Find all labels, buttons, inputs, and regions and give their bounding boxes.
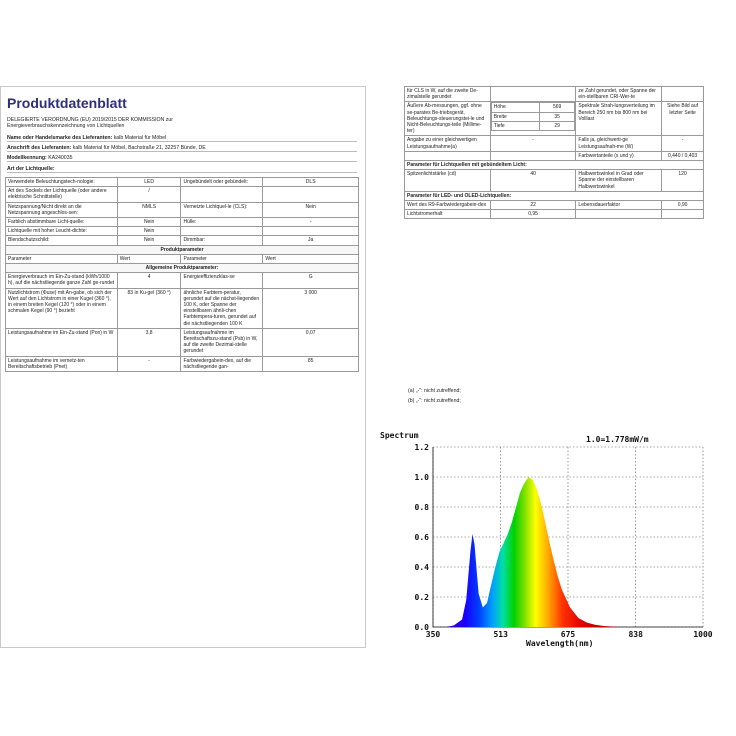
light-source-type-table [5,177,359,372]
cell-equiv-power-label: Falls ja, gleichwerti-ge Leistungsaufnah-me (W) [576,136,662,151]
cell-lumen-maint-value: 0,95 [490,210,576,219]
y-tick-label: 0.2 [414,593,429,602]
cell-equiv-power-value: - [662,136,704,151]
type-cell: Nein [117,218,181,227]
y-tick-label: 0.0 [414,623,429,632]
model-label: Modellkennung: [7,155,47,161]
supplier-row [7,135,357,142]
cell-chromaticity-label: Farbwertanteile (x und y) [576,151,662,160]
general-cell: Leistungsaufnahme im Bereitschaftszu-stand (Psb) in W, auf die zweite Dezimal-stelle gerundet [181,328,263,356]
table-row [6,273,359,288]
cell-cls-label: für CLS in W, auf die zweite De-zimalstelle gerundet [405,87,491,102]
x-tick-label: 513 [493,630,508,639]
type-cell: Dimmbar: [181,236,263,245]
type-cell: Blendschutzschild: [6,236,118,245]
general-cell: 0,07 [263,328,359,356]
dimensions-cell [490,102,576,136]
dim-depth-value: 29 [539,121,575,130]
cell-dimensions-label: Äußere Ab-messungen, ggf. ohne se-parates Be-triebsgerät, Beleuchtungs-steuerungstei-le und Nicht-Beleuchtungs-teile (Millime-ter) [405,102,491,136]
table-row [6,218,359,227]
footnote-a: (a) „-": nicht zutreffend; [408,388,461,394]
type-cell: NMLS [117,202,181,217]
general-cell: Energieeffizienzklas-se [181,273,263,288]
cell-lumen-maint-label: Lichtstromerhalt [405,210,491,219]
address-value: kalb Material für Möbel, Bachstraße 21, 32257 Bünde, DE [72,145,206,151]
type-cell [181,187,263,202]
general-cell: 3,8 [117,328,181,356]
type-cell [263,187,359,202]
general-cell: Farbwiedergabein-dex, auf die nächstliegende gan- [181,356,263,371]
type-cell [263,227,359,236]
cell-cri-label: ze Zahl gerundet, oder Spanne der ein-stellbaren CRI-Wer-te [576,87,662,102]
x-tick-label: 350 [425,630,441,639]
table-row [6,187,359,202]
cell-r9-value: 22 [490,201,576,210]
y-tick-label: 0.8 [414,503,429,512]
type-cell: Hülle: [181,218,263,227]
table-row [6,328,359,356]
general-cell: 3 000 [263,288,359,328]
address-label: Anschrift des Lieferanten: [7,145,72,151]
y-tick-label: 1.0 [414,473,429,482]
col-head-param-2: Parameter [181,254,263,263]
general-cell: G [263,273,359,288]
general-cell: 85 [263,356,359,371]
type-cell: Farblich abstimmbare Licht-quelle: [6,218,118,227]
model-value: KA240035 [48,155,73,161]
x-tick-label: 1000 [693,630,713,639]
dim-width-value: 35 [539,112,575,121]
x-axis-label: Wavelength(nm) [526,639,594,648]
spectrum-chart [376,420,736,650]
x-tick-label: 675 [560,630,576,639]
type-cell: Verwendete Beleuchtungstech-nologie: [6,178,118,187]
cell-beam-angle-label: Halbwertswinkel in Grad oder Spanne der einstellbaren Halbwertswinkel [576,170,662,192]
type-cell: Ungebündelt oder gebündelt: [181,178,263,187]
type-cell: DLS [263,178,359,187]
product-params-head: Produktparameter [6,245,359,254]
type-cell: Lichtquelle mit hoher Leucht-dichte: [6,227,118,236]
col-head-param-1: Parameter [6,254,118,263]
spectrum-area [445,477,619,627]
page-title: Produktdatenblatt [7,95,127,111]
type-cell: Nein [263,202,359,217]
cell-chromaticity-value: 0,440 / 0,403 [662,151,704,160]
cell-equiv-value: - [490,136,576,151]
general-cell: 4 [117,273,181,288]
table-row [6,178,359,187]
general-cell: Nutzlichtstrom (Φuse) mit An-gabe, ob sich der Wert auf den Lichtstrom in einer Kugel (360 °), in einem breiten Kegel (120 °) oder in einem schmalen Kegel (90 °) bezieht [6,288,118,328]
dim-depth-label: Tiefe [491,121,539,130]
dim-width-label: Breite [491,112,539,121]
cell-beam-angle-value: 120 [662,170,704,192]
supplier-value: kalb Material für Möbel [113,135,167,141]
led-head: Parameter für LED- und OLED-Lichtquellen: [405,191,704,200]
cell-lifetime-label: Lebensdauerfaktor [576,201,662,210]
general-cell: Leistungsaufnahme im vernetz-ten Bereitschaftsbetrieb (Pnet) [6,356,118,371]
address-row [7,145,357,152]
y-tick-label: 1.2 [414,443,429,452]
table-row [6,356,359,371]
chart-title: Spectrum [380,431,419,440]
type-cell: LED [117,178,181,187]
datasheet-page-left [0,86,366,648]
y-tick-label: 0.4 [414,563,429,572]
dim-height-label: Höhe [491,103,539,112]
general-cell: Energieverbrauch im Ein-Zu-stand (kWh/1000 h), auf die nächstliegende ganze Zahl ge-rundet [6,273,118,288]
spectrum-chart-svg [376,420,736,650]
cell-spectral-value: Siehe Bild auf letzter Seite [662,102,704,136]
col-head-wert-2: Wert [263,254,359,263]
general-params-head: Allgemeine Produktparameter: [6,264,359,273]
type-cell: / [117,187,181,202]
type-cell [181,227,263,236]
supplier-label: Name oder Handelsmarke des Lieferanten: [7,135,113,141]
table-row [6,227,359,236]
type-cell: Art des Sockels der Lichtquelle (oder andere elektrische Schnittstelle) [6,187,118,202]
general-cell: - [117,356,181,371]
cell-peak-intensity-value: 40 [490,170,576,192]
cell-equiv-label: Angabe zu einer gleichwertigen Leistungsaufnahme(a) [405,136,491,151]
table-row [6,288,359,328]
light-source-type-label: Art der Lichtquelle: [7,166,357,173]
general-cell: ähnliche Farbtem-peratur, gerundet auf die nächst-liegenden 100 K, oder Spanne der einstellbaren ähnli-chen Farbtempera-turen, gerundet auf die nächstliegenden 100 K [181,288,263,328]
type-cell: Netzspannung/Nicht direkt an die Netzspannung angeschlos-sen: [6,202,118,217]
x-tick-label: 838 [628,630,643,639]
y-tick-label: 0.6 [414,533,429,542]
chart-annotation: 1.0=1.778mW/m [586,435,649,444]
directional-head: Parameter für Lichtquellen mit gebündeltem Licht: [405,161,704,170]
right-params-table [404,86,704,219]
table-row [6,202,359,217]
table-row [6,236,359,245]
type-cell: - [263,218,359,227]
cell-spectral-label: Spektrale Strah-lungsverteilung im Bereich 250 nm bis 800 nm bei Volllast [576,102,662,136]
general-cell: 83 in Ku-gel (360 °) [117,288,181,328]
cell-r9-label: Wert des R9-Farbwiedergabein-dex [405,201,491,210]
type-cell: Vernetzte Lichtquel-le (CLS): [181,202,263,217]
cell-peak-intensity-label: Spitzenlichtstärke (cd) [405,170,491,192]
regulation-line-2: Energieverbrauchskennzeichnung von Lichtquellen [7,123,125,129]
footnote-b: (b) „-": nicht zutreffend; [408,398,461,404]
col-head-wert-1: Wert [117,254,181,263]
regulation-line-1: DELEGIERTE VERORDNUNG (EU) 2019/2015 DER KOMMISSION zur [7,117,173,123]
type-cell: Nein [117,227,181,236]
dim-height-value: 569 [539,103,575,112]
type-cell: Nein [117,236,181,245]
model-row [7,155,357,162]
general-cell: Leistungsaufnahme im Ein-Zu-stand (Pon) in W [6,328,118,356]
cell-lifetime-value: 0,90 [662,201,704,210]
type-cell: Ja [263,236,359,245]
